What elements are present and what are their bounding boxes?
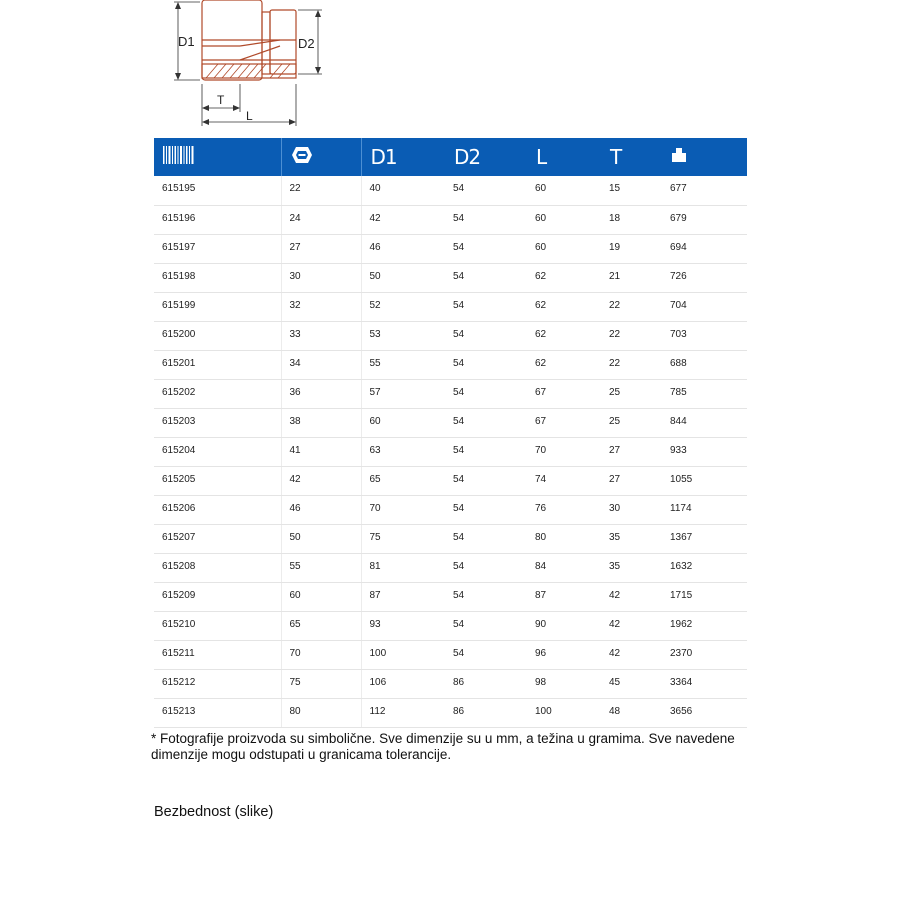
cell-d2: 54 (445, 611, 527, 640)
cell-t: 21 (601, 263, 662, 292)
header-article-number (154, 138, 281, 176)
socket-technical-drawing (160, 0, 340, 132)
cell-t: 22 (601, 292, 662, 321)
cell-article-number: 615207 (154, 524, 281, 553)
header-weight (662, 138, 747, 176)
cell-article-number: 615202 (154, 379, 281, 408)
cell-weight: 1055 (662, 466, 747, 495)
cell-weight: 726 (662, 263, 747, 292)
cell-d2: 54 (445, 640, 527, 669)
table-row (154, 669, 747, 698)
table-row (154, 350, 747, 379)
cell-d2: 54 (445, 524, 527, 553)
cell-d1: 106 (361, 669, 445, 698)
cell-t: 30 (601, 495, 662, 524)
cell-socket-size: 42 (281, 466, 361, 495)
cell-l: 76 (527, 495, 601, 524)
cell-d1: 93 (361, 611, 445, 640)
cell-d2: 54 (445, 321, 527, 350)
cell-weight: 785 (662, 379, 747, 408)
cell-weight: 1715 (662, 582, 747, 611)
cell-l: 98 (527, 669, 601, 698)
cell-l: 67 (527, 379, 601, 408)
cell-l: 84 (527, 553, 601, 582)
table-row (154, 321, 747, 350)
cell-t: 25 (601, 408, 662, 437)
cell-d1: 46 (361, 234, 445, 263)
cell-d1: 60 (361, 408, 445, 437)
cell-socket-size: 27 (281, 234, 361, 263)
table-row (154, 495, 747, 524)
cell-article-number: 615201 (154, 350, 281, 379)
cell-d1: 53 (361, 321, 445, 350)
cell-weight: 679 (662, 205, 747, 234)
table-row (154, 553, 747, 582)
cell-d1: 52 (361, 292, 445, 321)
cell-socket-size: 70 (281, 640, 361, 669)
cell-t: 45 (601, 669, 662, 698)
barcode-icon (163, 146, 195, 164)
cell-weight: 1962 (662, 611, 747, 640)
cell-d1: 57 (361, 379, 445, 408)
cell-t: 42 (601, 640, 662, 669)
header-d1: D1 (370, 145, 397, 169)
cell-socket-size: 65 (281, 611, 361, 640)
cell-t: 25 (601, 379, 662, 408)
cell-l: 62 (527, 350, 601, 379)
cell-weight: 704 (662, 292, 747, 321)
cell-l: 87 (527, 582, 601, 611)
cell-d2: 86 (445, 698, 527, 727)
header-d2: D2 (454, 145, 481, 169)
cell-d2: 54 (445, 379, 527, 408)
table-row (154, 611, 747, 640)
cell-article-number: 615208 (154, 553, 281, 582)
cell-t: 22 (601, 321, 662, 350)
table-body (154, 176, 747, 727)
footnote: * Fotografije proizvoda su simbolične. Sve dimenzije su u mm, a težina u gramima. Sve navedene dimenzije mogu odstupati u granicama tolerancije. (151, 731, 735, 762)
cell-article-number: 615199 (154, 292, 281, 321)
cell-weight: 3656 (662, 698, 747, 727)
cell-l: 90 (527, 611, 601, 640)
cell-article-number: 615204 (154, 437, 281, 466)
cell-socket-size: 34 (281, 350, 361, 379)
weight-icon (671, 147, 687, 163)
cell-l: 62 (527, 292, 601, 321)
cell-l: 70 (527, 437, 601, 466)
cell-article-number: 615195 (154, 176, 281, 205)
header-l: L (536, 145, 547, 169)
cell-l: 62 (527, 321, 601, 350)
cell-d1: 87 (361, 582, 445, 611)
cell-d1: 75 (361, 524, 445, 553)
cell-t: 19 (601, 234, 662, 263)
cell-article-number: 615200 (154, 321, 281, 350)
header-socket-size (281, 138, 361, 176)
table-row (154, 176, 747, 205)
cell-d2: 54 (445, 292, 527, 321)
cell-d1: 40 (361, 176, 445, 205)
cell-d2: 54 (445, 582, 527, 611)
cell-d1: 50 (361, 263, 445, 292)
cell-weight: 1174 (662, 495, 747, 524)
spec-table (154, 138, 747, 728)
cell-weight: 688 (662, 350, 747, 379)
cell-article-number: 615197 (154, 234, 281, 263)
cell-d1: 81 (361, 553, 445, 582)
dim-label-d2: D2 (298, 36, 315, 51)
cell-t: 42 (601, 611, 662, 640)
cell-l: 67 (527, 408, 601, 437)
dim-label-l: L (246, 109, 253, 123)
dim-label-d1: D1 (178, 34, 195, 49)
cell-weight: 3364 (662, 669, 747, 698)
cell-socket-size: 30 (281, 263, 361, 292)
cell-socket-size: 36 (281, 379, 361, 408)
table-row (154, 234, 747, 263)
cell-socket-size: 50 (281, 524, 361, 553)
table-header-row (154, 138, 747, 176)
cell-t: 15 (601, 176, 662, 205)
cell-d2: 54 (445, 437, 527, 466)
cell-l: 100 (527, 698, 601, 727)
cell-article-number: 615209 (154, 582, 281, 611)
safety-section-title: Bezbednost (slike) (154, 804, 274, 820)
cell-t: 35 (601, 553, 662, 582)
cell-d2: 54 (445, 234, 527, 263)
cell-t: 18 (601, 205, 662, 234)
cell-l: 96 (527, 640, 601, 669)
cell-article-number: 615213 (154, 698, 281, 727)
cell-d1: 100 (361, 640, 445, 669)
table-row (154, 205, 747, 234)
table-row (154, 292, 747, 321)
cell-socket-size: 24 (281, 205, 361, 234)
cell-d1: 70 (361, 495, 445, 524)
cell-article-number: 615210 (154, 611, 281, 640)
cell-t: 27 (601, 437, 662, 466)
cell-d2: 54 (445, 495, 527, 524)
cell-t: 42 (601, 582, 662, 611)
table-row (154, 437, 747, 466)
cell-socket-size: 80 (281, 698, 361, 727)
cell-t: 22 (601, 350, 662, 379)
cell-l: 74 (527, 466, 601, 495)
cell-socket-size: 60 (281, 582, 361, 611)
cell-weight: 844 (662, 408, 747, 437)
cell-d2: 54 (445, 553, 527, 582)
cell-t: 48 (601, 698, 662, 727)
cell-article-number: 615212 (154, 669, 281, 698)
cell-article-number: 615206 (154, 495, 281, 524)
cell-d2: 54 (445, 205, 527, 234)
cell-article-number: 615198 (154, 263, 281, 292)
cell-d2: 86 (445, 669, 527, 698)
cell-socket-size: 46 (281, 495, 361, 524)
cell-d2: 54 (445, 263, 527, 292)
cell-article-number: 615211 (154, 640, 281, 669)
cell-d1: 65 (361, 466, 445, 495)
table-row (154, 698, 747, 727)
cell-socket-size: 75 (281, 669, 361, 698)
cell-socket-size: 38 (281, 408, 361, 437)
cell-article-number: 615196 (154, 205, 281, 234)
cell-article-number: 615203 (154, 408, 281, 437)
table-row (154, 582, 747, 611)
dim-label-t: T (217, 93, 225, 107)
cell-weight: 1367 (662, 524, 747, 553)
cell-t: 35 (601, 524, 662, 553)
cell-d2: 54 (445, 176, 527, 205)
cell-l: 62 (527, 263, 601, 292)
cell-l: 60 (527, 176, 601, 205)
cell-d2: 54 (445, 350, 527, 379)
cell-weight: 703 (662, 321, 747, 350)
cell-l: 80 (527, 524, 601, 553)
cell-socket-size: 55 (281, 553, 361, 582)
cell-l: 60 (527, 234, 601, 263)
cell-t: 27 (601, 466, 662, 495)
cell-weight: 2370 (662, 640, 747, 669)
cell-d2: 54 (445, 466, 527, 495)
cell-socket-size: 22 (281, 176, 361, 205)
cell-d2: 54 (445, 408, 527, 437)
cell-socket-size: 41 (281, 437, 361, 466)
cell-weight: 694 (662, 234, 747, 263)
cell-weight: 677 (662, 176, 747, 205)
hex-socket-icon (291, 146, 313, 164)
table-row (154, 379, 747, 408)
table-row (154, 408, 747, 437)
cell-d1: 63 (361, 437, 445, 466)
table-row (154, 524, 747, 553)
cell-d1: 55 (361, 350, 445, 379)
header-t: T (610, 145, 622, 169)
cell-d1: 42 (361, 205, 445, 234)
table-row (154, 640, 747, 669)
cell-socket-size: 32 (281, 292, 361, 321)
cell-weight: 933 (662, 437, 747, 466)
cell-article-number: 615205 (154, 466, 281, 495)
table-row (154, 263, 747, 292)
cell-weight: 1632 (662, 553, 747, 582)
cell-d1: 112 (361, 698, 445, 727)
cell-l: 60 (527, 205, 601, 234)
cell-socket-size: 33 (281, 321, 361, 350)
table-row (154, 466, 747, 495)
